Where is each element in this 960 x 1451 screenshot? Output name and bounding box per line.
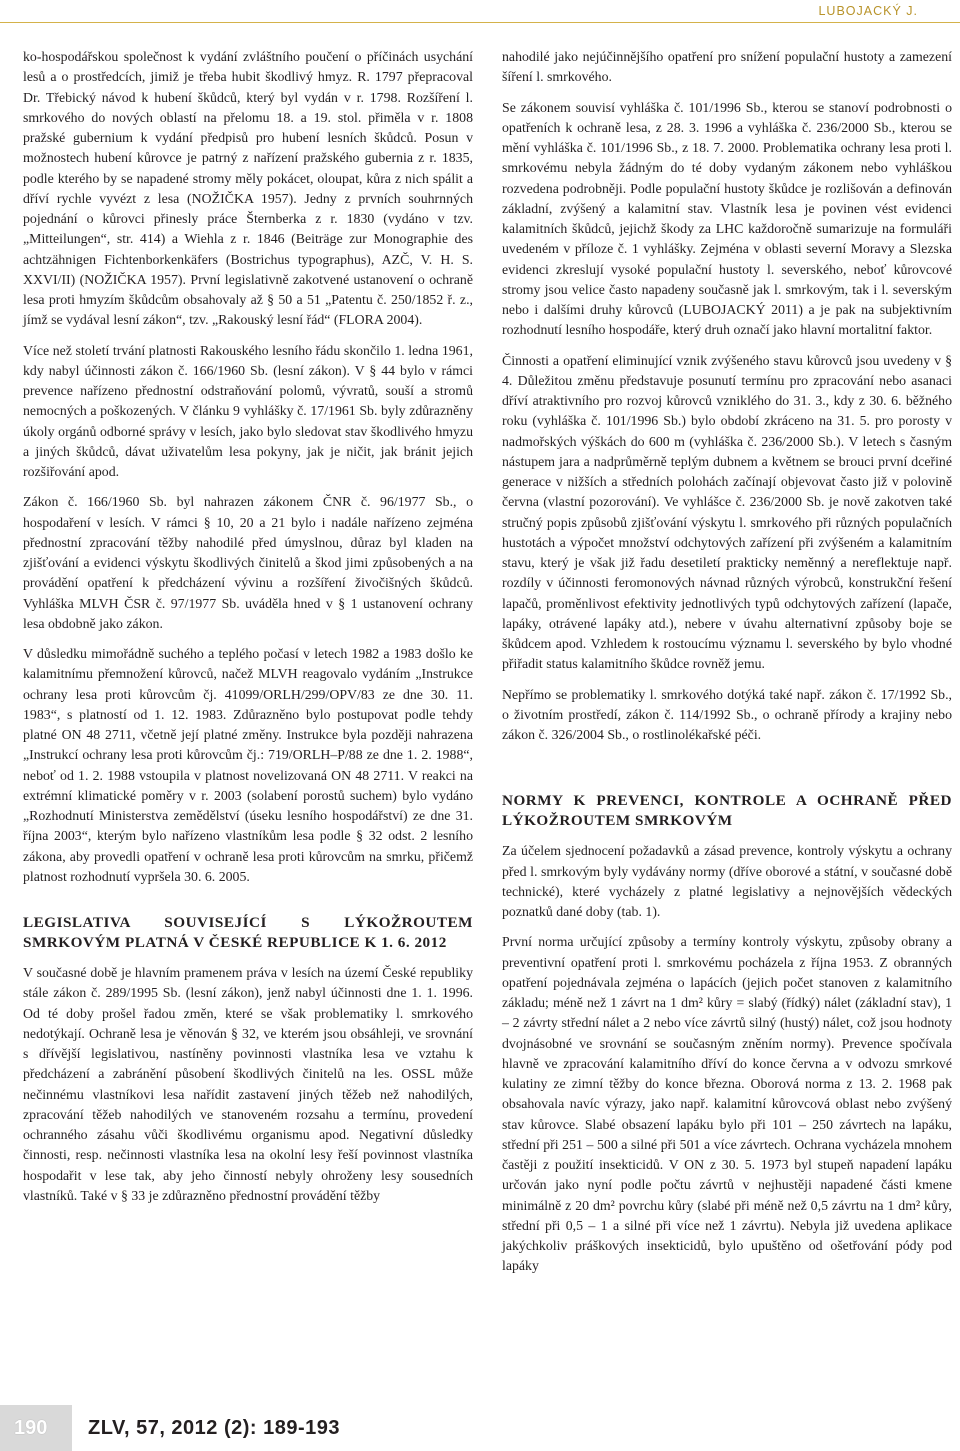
right-paragraph-6: První norma určující způsoby a termíny kontroly výskytu, způsoby obrany a preventivní opatření proti l. smrkovému pocházela z října 1953. Z obranných opatření pojednávala zejména o lapácích (jejich počet stanoven z kalamitního základu; méně než 1 závrt na 1 dm² kůry = slabý (řídký) nálet (základní stav), 1 – 2 závrty střední nálet a 2 nebo více závrtů silný (hustý) nálet, což jsou hodnoty dvojnásobné ve srovnání se současným zněním normy). Prevence spočívala hlavně ve zpracování kalamitního dříví do konce června a v odvozu smrkové kulatiny ze zimní těžby do konce března. Oborová norma z 13. 2. 1968 pak obsahovala navíc výrazy, jako např. kalamitní kůrovcová oblast nebo zvýšený stav kůrovce. Slabé obsazení lapáku bylo při 101 – 250 závrtech na lapáku, střední při 251 – 500 a silné při 501 a více závrtech. Ochrana vycházela mnohem častěji z použití insekticidů. V ON z 30. 5. 1973 byl stupeň napadení lapáku určován jako nyní podle počtu závrtů v nejhustěji napadené části kmene minimálně z 20 dm² povrchu kůry (slabé při méně než 0,5 závrtu na 1 dm² kůry, střední při 0,5 – 1 a silné při více než 1 závrtu). Nebyla již uvedena aplikace jakýchkoliv práškových insekticidů, bylo upuštěno od ošetřování pódy pod lapáky bbox=[502, 934, 952, 1274]
right-column bbox=[502, 47, 952, 1287]
running-head-author: LUBOJACKÝ J. bbox=[818, 4, 918, 18]
right-paragraph-4: Nepřímo se problematiky l. smrkového dotýká také např. zákon č. 17/1992 Sb., o životním prostředí, zákon č. 114/1992 Sb., o ochraně přírody a krajiny nebo zákon č. 326/2004 Sb., o rostlinolékařské péči. bbox=[502, 686, 952, 742]
left-column bbox=[23, 47, 473, 1216]
left-paragraph-1: ko-hospodářskou společnost k vydání zvláštního poučení o příčinách usychání lesů a o prostředcích, jimiž je třeba hubit škodlivý hmyz. R. 1797 přepracoval Dr. Třebický návod k hubení škůdců, který byl vydán v r. 1798. Rozšíření l. smrkového do nových oblastí na přelomu 18. a 19. stol. přiměla v r. 1808 pražské gubernium k vydání předpisů pro hubení lesních škůdců. Posun v možnostech hubení kůrovce je patrný z nařízení pražského gubernia z r. 1835, podle kterého by se napadené stromy měly pokácet, oloupat, kůra z nich spálit a dříví rychle vyvézt z lesa (NOŽIČKA 1957). Jedny z prvních souhrnných pojednání o kůrovci přinesly práce Šternberka z r. 1830 (vydáno v tzv. „Mitteilungen“, str. 414) a Wiehla z r. 1846 (Beiträge zur Monographie des achtzähnigen Fichtenborkenkäfers (Bostrichus typographus), AZČ, V. H. S. XXVI/II) (NOŽIČKA 1957). První legislativně zakotvené ustanovení o ochraně lesa proti hmyzím škůdcům obsahovaly až § 50 a 51 „Patentu č. 250/1852 ř. z., jímž se vydával lesní zákon“, tzv. „Rakouský lesní řád“ (FLORA 2004). bbox=[23, 49, 473, 328]
section-heading-legislation: LEGISLATIVA SOUVISEJÍCÍ S LÝKOŽROUTEM SMRKOVÝM PLATNÁ V ČESKÉ REPUBLICE K 1. 6. 2012 bbox=[23, 914, 473, 951]
right-paragraph-5: Za účelem sjednocení požadavků a zásad prevence, kontroly výskytu a ochrany před l. smrkovým byly vydávány normy (dříve oborové a státní, v současné době technické), které vycházely z platné legislativy a nejnovějších vědeckých poznatků dané doby (tab. 1). bbox=[502, 843, 952, 919]
left-paragraph-5: V současné době je hlavním pramenem práva v lesích na území České republiky stále zákon č. 289/1995 Sb. (lesní zákon), jenž nabyl účinnosti dne 1. 1. 1996. Od té doby prošel řadou změn, které se však problematiky l. smrkového nedotýkají. Ochraně lesa je věnován § 32, ve kterém jsou obsáhleji, ve srovnání s dřívější legislativou, nastíněny povinnosti vlastníka lesa ve vztahu k předcházení a zabránění působení škodlivých činitelů na les. OSSL může nečinnému vlastníkovi lesa nařídit zastavení jiných těžeb než nahodilých, zpracování těžeb nahodilých ve stanoveném rozsahu a termínu, provedení ochranného zásahu vůči škodlivému organismu apod. Negativní důsledky činnosti, resp. nečinnosti vlastníka lesa na okolní lesy řeší povinnost vlastníka hospodařit v lese tak, aby jeho činností nebyly ohroženy lesy sousedních vlastníků. Také v § 33 je zdůrazněno přednostní provádění těžby bbox=[23, 965, 473, 1203]
right-paragraph-1: nahodilé jako nejúčinnějšího opatření pro snížení populační hustoty a zamezení šíření l. smrkového. bbox=[502, 49, 952, 85]
running-head bbox=[0, 0, 960, 23]
journal-citation: ZLV, 57, 2012 (2): 189-193 bbox=[88, 1417, 341, 1439]
left-paragraph-2: Více než století trvání platnosti Rakouského lesního řádu skončilo 1. ledna 1961, kdy nabyl účinnosti zákon č. 166/1960 Sb. (lesní zákon). V § 44 bylo v rámci prevence nařízeno přednostní odstraňování polomů, vývratů, souší a stromů nemocných a poškozených. V článku 9 vyhlášky č. 17/1961 Sb. byly zdůrazněny úkoly orgánů odborné správy v lesích, jako bylo sledovat stav škodlivého hmyzu a jiných škůdců, dávat uživatelům lesa pokyny, jak je ničit, jak bránit jejich rozšiřování apod. bbox=[23, 342, 473, 479]
left-paragraph-3: Zákon č. 166/1960 Sb. byl nahrazen zákonem ČNR č. 96/1977 Sb., o hospodaření v lesích. V rámci § 10, 20 a 21 bylo i nadále nařízeno zejména přednostní zpracování těžby nahodilé před úmyslnou, důraz byl kladen na zjišťování a evidenci výskytu škodlivých činitelů a škod jimi způsobených a na provádění opatření k předcházení vývinu a rozšíření živočišných škůdců. Vyhláška MLVH ČSR č. 97/1977 Sb. uváděla hned v § 1 ustanovení ochrany lesa obdobně jako zákon. bbox=[23, 494, 473, 631]
left-paragraph-4: V důsledku mimořádně suchého a teplého počasí v letech 1982 a 1983 došlo ke kalamitnímu přemnožení kůrovců, načež MLVH reagovalo vydáním „Instrukce ochrany lesa proti kůrovcům čj. 41099/ORLH/299/OPV/83 ze dne 30. 11. 1983“, s platností od 1. 12. 1983. Zdůrazněno bylo postupovat podle tehdy platné ON 48 2711, včetně její platné změny. Instrukce byla později nahrazena „Instrukcí ochrany lesa proti kůrovcům čj.: 719/ORLH–P/88 ze dne 1. 2. 1988“, neboť od 1. 2. 1988 vstoupila v platnost novelizovaná ON 48 2711. V reakci na extrémní klimatické poměry v r. 2003 (solabení porostů suchem) bylo vydáno „Rozhodnutí Ministerstva zemědělství (úseku lesního hospodářství) ze dne 31. října 2003“, kterým bylo nařízeno vlastníkům lesa podle § 32 odst. 2 lesního zákona, aby provedli opatření v ochraně lesa proti kůrovcům na smrku, přičemž platnost rozhodnutí vypršela 30. 6. 2005. bbox=[23, 646, 473, 884]
section-heading-norms: NORMY K PREVENCI, KONTROLE A OCHRANĚ PŘED LÝKOŽROUTEM SMRKOVÝM bbox=[502, 792, 952, 830]
right-paragraph-3: Činnosti a opatření eliminující vznik zvýšeného stavu kůrovců jsou uvedeny v § 4. Důležitou změnu představuje posunutí termínu pro zpracování nebo asanaci dříví atraktivního pro rozvoj kůrovců vzniklého do 31. 3., kdy z 30. 6. běžného roku (vyhláška č. 101/1996 Sb.) bylo období zkráceno na 31. 5. pro porosty v nadmořských výškách do 600 m (vyhláška č. 236/2000 Sb.). V letech s časným nástupem jara a nadprůměrně teplým dubnem a květnem se brouci první dceřiné generace v nižších a středních polohách začínají objevovat často již v polovině června (vlastní pozorování). Ve vyhlášce č. 236/2000 Sb. je nově zakotven také stručný popis způsobů zjišťování výskytu l. smrkového při různých populačních hustotách a výpočet množství odchytových zařízení při zvýšeném a kalamitním stavu, který je však již řadu desetiletí prakticky neměnný a nereflektuje např. rozdíly v účinnosti feromonových návnad různých výrobců, konstrukční řešení lapačů, proměnlivost efektivity jednotlivých typů odchytových zařízení (lapače, lapáky, otrávené lapáky atd.), nebere v úvahu alternativní způsoby boje se škůdcem apod. Vzhledem k rostoucímu významu l. severského by bylo vhodné přiřadit status kalamitního škůdce rovněž jemu. bbox=[502, 352, 952, 672]
right-paragraph-2: Se zákonem souvisí vyhláška č. 101/1996 Sb., kterou se stanoví podrobnosti o opatřeních k ochraně lesa, z 28. 3. 1996 a vyhláška č. 236/2000 Sb., kterou se mění vyhláška č. 101/1996 Sb., z 18. 7. 2000. Problematika ochrany lesa proti l. smrkovému nebyla žádným do té doby vydaným zákonem nebo vyhláškou rozvedena podrobněji. Podle populační hustoty škůdce je rozlišován a definován základní, zvýšený a kalamitní stav. Vlastník lesa je povinen vést evidenci kalamitních škůdců, jejichž škody za LHC každoročně sumarizuje na formuláři uvedeném v příloze č. 1 vyhlášky. Zejména v oblasti severní Moravy a Slezska evidenci zkreslují vysoké populační hustoty l. severského, neboť kůrovcové stromy jsou velice často napadeny současně jak l. smrkovým, tak i l. severským nebo i dalšími druhy kůrovců (LUBOJACKÝ 2011) a je pak na subjektivním rozhodnutí lesního hospodáře, který druh označí jako hlavní mortalitní faktor. bbox=[502, 99, 952, 338]
page-number: 190 bbox=[14, 1417, 48, 1439]
page-footer bbox=[0, 1395, 960, 1451]
